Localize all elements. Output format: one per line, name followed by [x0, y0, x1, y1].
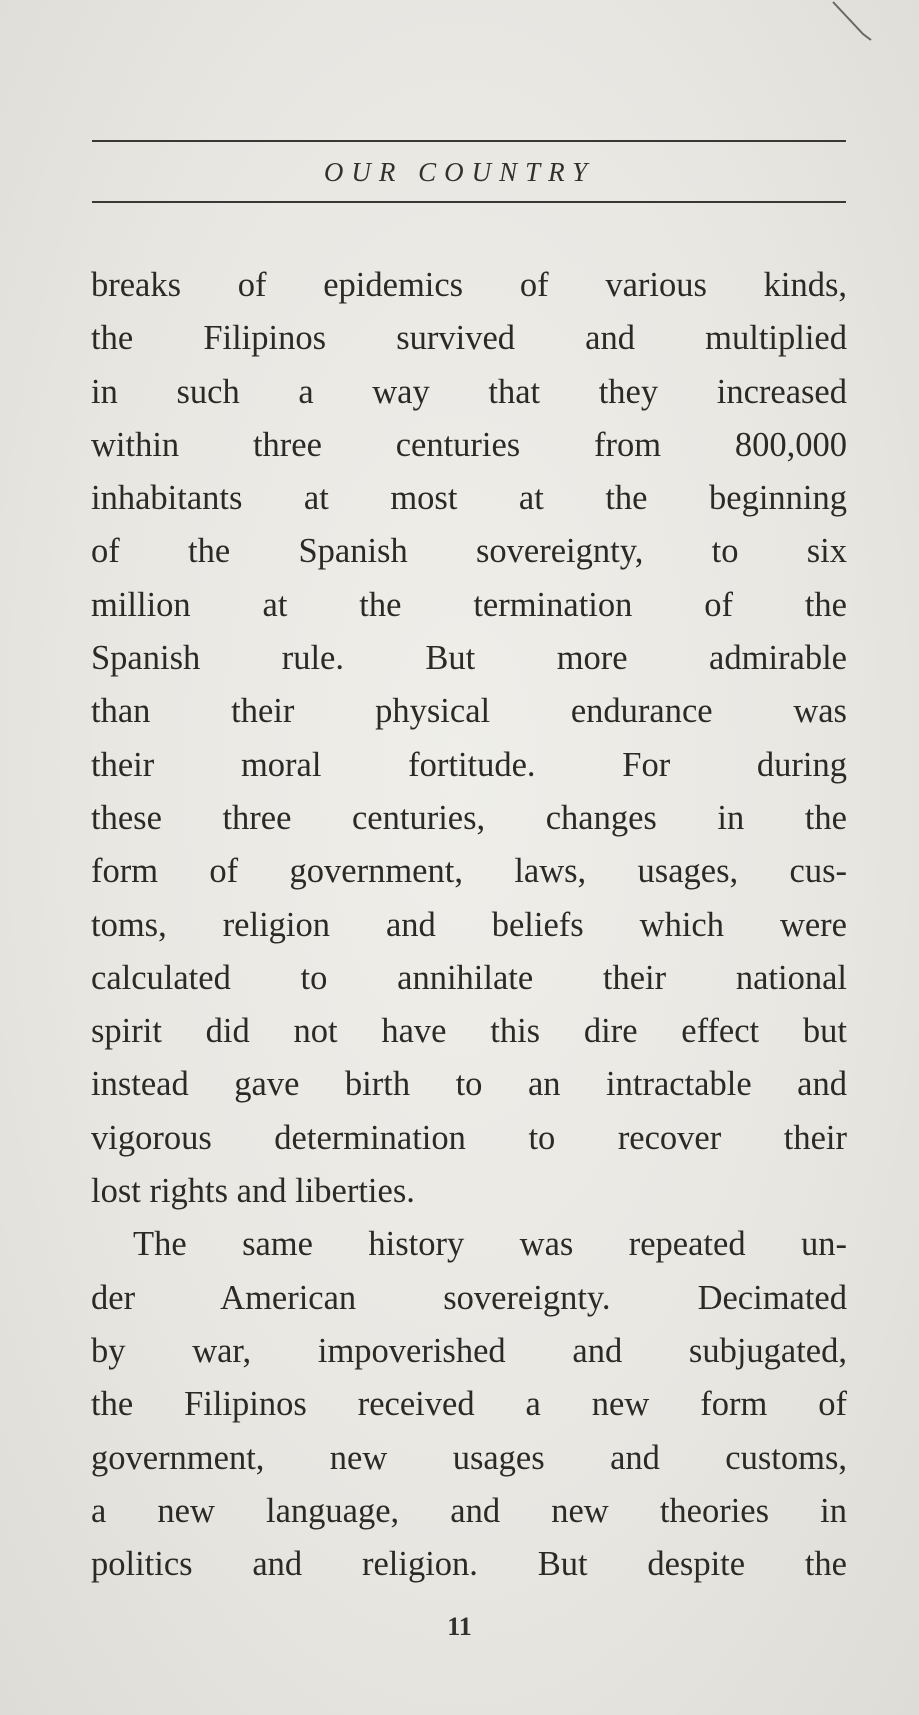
text-line: million at the termination of the: [91, 585, 847, 624]
text-line: in such a way that they increased: [91, 372, 847, 411]
text-line: these three centuries, changes in the: [91, 798, 847, 837]
header-rule-bottom: [92, 201, 846, 203]
text-line: toms, religion and beliefs which were: [91, 905, 847, 944]
text-line: than their physical endurance was: [91, 692, 847, 731]
text-line: Spanish rule. But more admirable: [91, 639, 847, 678]
text-line: by war, impoverished and subjugated,: [91, 1331, 847, 1370]
body-text: [91, 259, 847, 1591]
text-line: a new language, and new theories in: [91, 1491, 847, 1530]
text-line: The same history was repeated un-: [133, 1225, 847, 1264]
text-line: form of government, laws, usages, cus-: [91, 852, 847, 891]
text-line: der American sovereignty. Decimated: [91, 1278, 847, 1317]
text-line: their moral fortitude. For during: [91, 745, 847, 784]
text-line: breaks of epidemics of various kinds,: [91, 266, 847, 304]
text-line: the Filipinos survived and multiplied: [91, 319, 847, 358]
text-line: within three centuries from 800,000: [91, 425, 847, 464]
running-title: OUR COUNTRY: [323, 157, 596, 187]
page-number: 11: [447, 1612, 472, 1641]
text-line: calculated to annihilate their national: [91, 958, 847, 997]
text-line: government, new usages and customs,: [91, 1438, 847, 1477]
page-corner-mark: [829, 0, 879, 46]
text-line: inhabitants at most at the beginning: [91, 479, 847, 518]
text-line: lost rights and liberties.: [91, 1172, 415, 1211]
text-line: the Filipinos received a new form of: [91, 1385, 847, 1424]
text-line: spirit did not have this dire effect but: [91, 1012, 847, 1051]
text-line: vigorous determination to recover their: [91, 1118, 847, 1157]
text-line: instead gave birth to an intractable and: [91, 1065, 847, 1104]
text-line: politics and religion. But despite the: [91, 1545, 847, 1584]
text-line: of the Spanish sovereignty, to six: [91, 532, 847, 571]
header-rule-top: [92, 140, 846, 142]
